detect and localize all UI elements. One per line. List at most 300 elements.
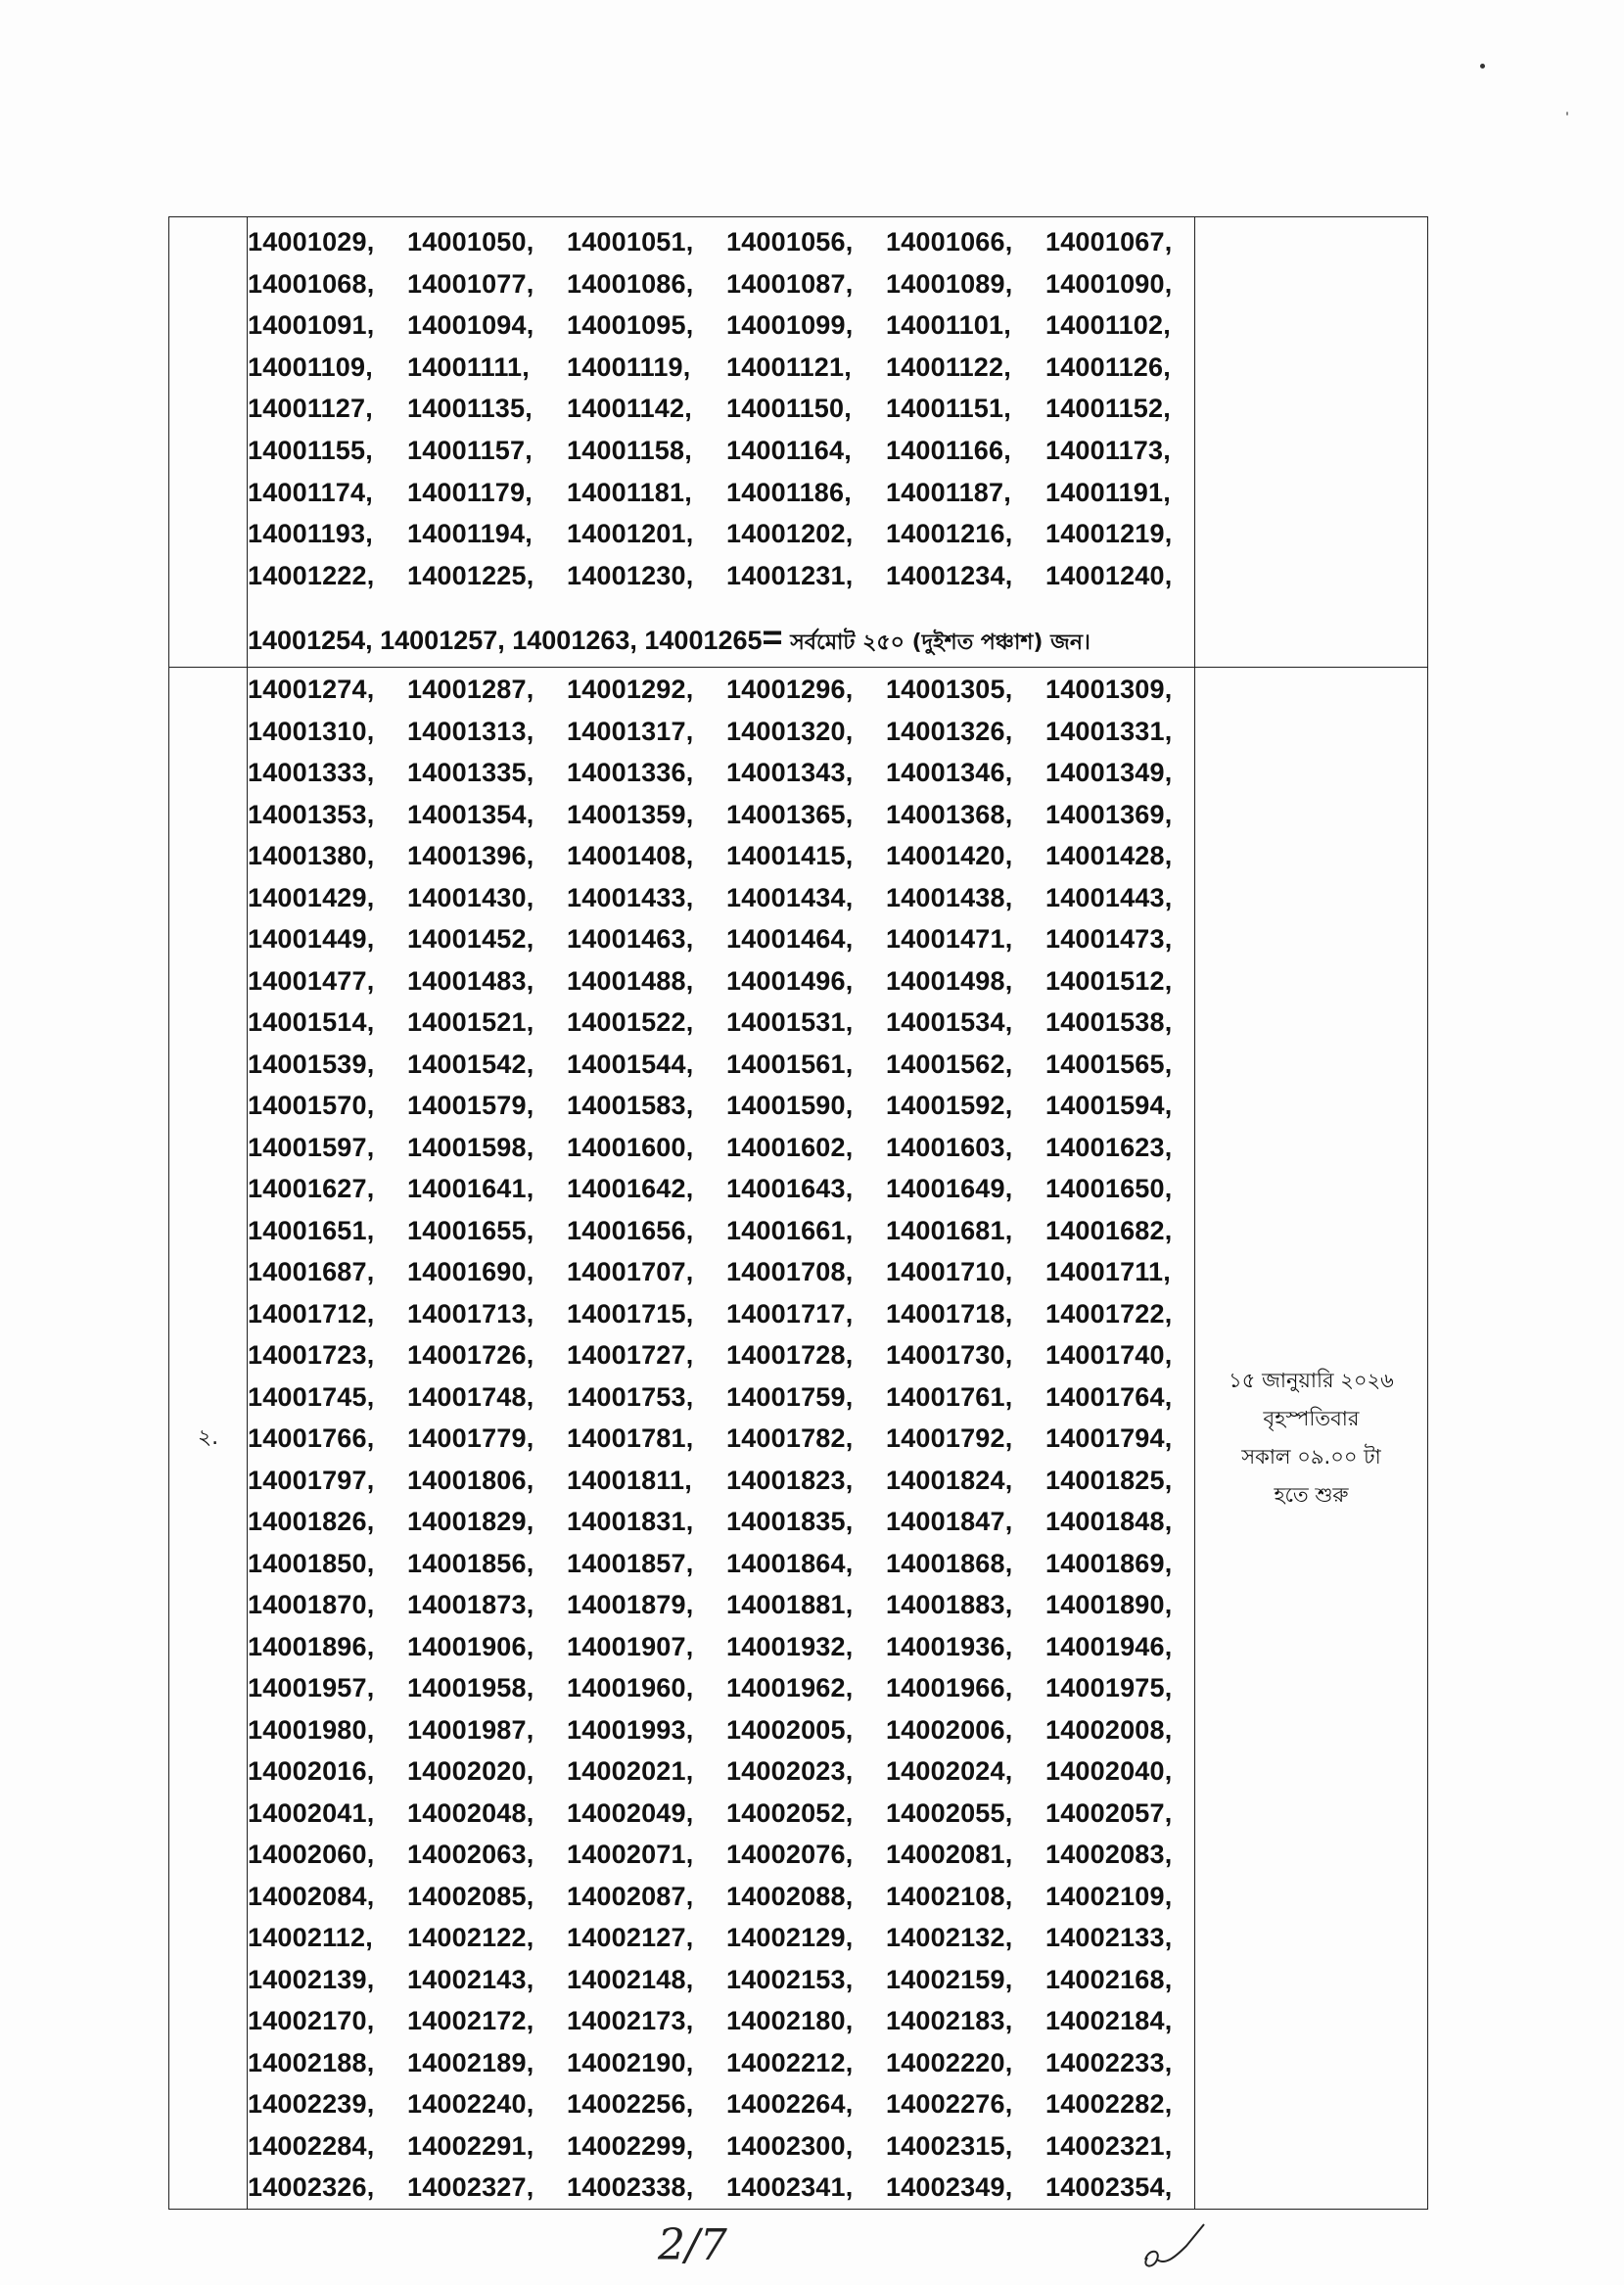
- roll-number: 14001514,: [248, 1007, 375, 1038]
- roll-number-row: [248, 1667, 1194, 1709]
- roll-number-row: [248, 221, 1194, 263]
- roll-number: 14001717,: [726, 1298, 854, 1329]
- roll-number: 14001592,: [886, 1091, 1013, 1121]
- roll-number: 14001792,: [886, 1423, 1013, 1454]
- roll-number: 14001782,: [726, 1423, 854, 1454]
- roll-number: 14002341,: [726, 2172, 854, 2203]
- roll-number-row: [248, 555, 1194, 597]
- roll-number-row: [248, 263, 1194, 305]
- roll-number: 14001824,: [886, 1465, 1013, 1495]
- roll-number: 14001745,: [248, 1381, 375, 1412]
- page-number: 2/7: [658, 2220, 727, 2270]
- roll-number: 14001173,: [1045, 435, 1171, 465]
- roll-number: 14002172,: [407, 2006, 534, 2036]
- roll-number: 14001623,: [1045, 1132, 1173, 1162]
- roll-number: 14002170,: [248, 2006, 375, 2036]
- roll-number: 14002180,: [726, 2006, 854, 2036]
- roll-number-row: [248, 2042, 1194, 2084]
- roll-number: 14002006,: [886, 1714, 1013, 1745]
- roll-number: 14001109,: [248, 351, 373, 382]
- roll-number: 14001643,: [726, 1174, 854, 1204]
- roll-number: 14001127,: [248, 394, 373, 424]
- roll-number: 14001336,: [567, 758, 694, 788]
- roll-number: 14001811,: [567, 1465, 692, 1495]
- roll-number: 14001087,: [726, 268, 854, 299]
- total-count-text: সর্বমোট ২৫০ (দুইশত পঞ্চাশ) জন।: [782, 630, 1090, 656]
- roll-number: 14001966,: [886, 1673, 1013, 1703]
- roll-number: 14002127,: [567, 1923, 694, 1953]
- roll-number-row: [248, 835, 1194, 877]
- roll-number: 14002048,: [407, 1797, 534, 1828]
- roll-number: 14001029,: [248, 227, 375, 256]
- roll-number: 14002055,: [886, 1797, 1013, 1828]
- roll-number: 14002212,: [726, 2047, 854, 2077]
- roll-number: 14001690,: [407, 1257, 534, 1287]
- roll-number: 14001975,: [1045, 1673, 1173, 1703]
- roll-number: 14002321,: [1045, 2130, 1173, 2161]
- roll-number: 14001135,: [407, 394, 533, 424]
- roll-number: 14001723,: [248, 1340, 375, 1371]
- roll-number-row: [248, 1834, 1194, 1876]
- roll-number: 14001627,: [248, 1174, 375, 1204]
- roll-number: 14002109,: [1045, 1881, 1173, 1911]
- roll-number: 14001655,: [407, 1215, 534, 1245]
- roll-number: 14001396,: [407, 841, 534, 871]
- roll-number: 14001317,: [567, 716, 694, 746]
- roll-numbers-cell: [248, 668, 1195, 2210]
- roll-number: 14001430,: [407, 882, 534, 912]
- roll-number: 14001561,: [726, 1049, 854, 1079]
- roll-number-row: [248, 877, 1194, 919]
- roll-number: 14001086,: [567, 268, 694, 299]
- roll-number: 14002023,: [726, 1756, 854, 1787]
- roll-number: 14002168,: [1045, 1964, 1173, 1994]
- roll-number: 14001151,: [886, 394, 1011, 424]
- roll-number: 14001193,: [248, 519, 373, 549]
- roll-number: 14001869,: [1045, 1548, 1173, 1578]
- roll-number: 14001766,: [248, 1423, 375, 1454]
- roll-number: 14001150,: [726, 394, 852, 424]
- roll-number: 14001483,: [407, 965, 534, 996]
- roll-number: 14001313,: [407, 716, 534, 746]
- roll-number: 14002087,: [567, 1881, 694, 1911]
- roll-number: 14001452,: [407, 924, 534, 955]
- roll-number: 14001856,: [407, 1548, 534, 1578]
- roll-number: 14001359,: [567, 799, 694, 829]
- roll-number: 14001826,: [248, 1507, 375, 1537]
- roll-numbers-cell: [248, 217, 1195, 668]
- roll-number: 14001870,: [248, 1590, 375, 1620]
- roll-number: 14002338,: [567, 2172, 694, 2203]
- roll-number: 14001164,: [726, 435, 852, 465]
- roll-number: 14001186,: [726, 477, 852, 507]
- roll-number: 14001089,: [886, 268, 1013, 299]
- roll-number: 14002190,: [567, 2047, 694, 2077]
- roll-number: 14001864,: [726, 1548, 854, 1578]
- roll-number: 14001443,: [1045, 882, 1173, 912]
- roll-number: 14001320,: [726, 716, 854, 746]
- roll-number: 14001570,: [248, 1091, 375, 1121]
- roll-number: 14001779,: [407, 1423, 534, 1454]
- roll-number: 14001781,: [567, 1423, 694, 1454]
- roll-number: 14001477,: [248, 965, 375, 996]
- roll-number: 14001101,: [886, 310, 1011, 341]
- roll-number: 14001879,: [567, 1590, 694, 1620]
- roll-number: 14001857,: [567, 1548, 694, 1578]
- roll-number: 14002041,: [248, 1797, 375, 1828]
- roll-number: 14001433,: [567, 882, 694, 912]
- total-line: [248, 596, 1194, 667]
- roll-number: 14001753,: [567, 1381, 694, 1412]
- roll-number: 14001957,: [248, 1673, 375, 1703]
- roll-number-list: [248, 217, 1194, 596]
- roll-number: 14001522,: [567, 1007, 694, 1038]
- roll-number: 14001122,: [886, 351, 1011, 382]
- roll-number: 14001201,: [567, 519, 694, 549]
- roll-number-row: [248, 388, 1194, 430]
- roll-number: 14002084,: [248, 1881, 375, 1911]
- roll-number: 14001562,: [886, 1049, 1013, 1079]
- roll-number: 14002063,: [407, 1840, 534, 1870]
- roll-number-row: [248, 1501, 1194, 1543]
- exam-date: ১৫ জানুয়ারি ২০২৬: [1229, 1369, 1394, 1393]
- roll-number: 14002148,: [567, 1964, 694, 1994]
- roll-number: 14001343,: [726, 758, 854, 788]
- roll-number: 14002083,: [1045, 1840, 1173, 1870]
- roll-number: 14001936,: [886, 1631, 1013, 1661]
- roll-number: 14001333,: [248, 758, 375, 788]
- roll-number-row: [248, 1460, 1194, 1502]
- roll-number: 14002276,: [886, 2089, 1013, 2120]
- roll-number: 14002159,: [886, 1964, 1013, 1994]
- roll-number: 14001835,: [726, 1507, 854, 1537]
- roll-number: 14001051,: [567, 227, 694, 256]
- roll-number: 14002256,: [567, 2089, 694, 2120]
- scan-speck: [1566, 112, 1568, 116]
- roll-number-row: [248, 1876, 1194, 1918]
- roll-number: 14001091,: [248, 310, 375, 341]
- roll-number: 14001331,: [1045, 716, 1173, 746]
- roll-number-row: [248, 1251, 1194, 1293]
- roll-number: 14001962,: [726, 1673, 854, 1703]
- roll-number: 14001726,: [407, 1340, 534, 1371]
- roll-number: 14001650,: [1045, 1174, 1173, 1204]
- roll-number: 14001296,: [726, 675, 854, 705]
- roll-number: 14001274,: [248, 675, 375, 705]
- roll-number-row: [248, 1085, 1194, 1127]
- roll-number: 14001946,: [1045, 1631, 1173, 1661]
- roll-number: 14001102,: [1045, 310, 1171, 341]
- roll-number-row: [248, 1709, 1194, 1751]
- roll-number: 14002183,: [886, 2006, 1013, 2036]
- roll-number: 14001066,: [886, 227, 1013, 256]
- roll-number: 14001152,: [1045, 394, 1171, 424]
- roll-number-row: [248, 1293, 1194, 1335]
- roll-number: 14001825,: [1045, 1465, 1173, 1495]
- roll-number: 14001590,: [726, 1091, 854, 1121]
- roll-number: 14001598,: [407, 1132, 534, 1162]
- roll-number: 14001759,: [726, 1381, 854, 1412]
- roll-number: 14002282,: [1045, 2089, 1173, 2120]
- roll-number-row: [248, 752, 1194, 794]
- roll-number: 14002108,: [886, 1881, 1013, 1911]
- roll-number: 14001850,: [248, 1548, 375, 1578]
- roll-number: 14001429,: [248, 882, 375, 912]
- roll-number: 14001722,: [1045, 1298, 1173, 1329]
- roll-number: 14001794,: [1045, 1423, 1173, 1454]
- roll-number: 14001408,: [567, 841, 694, 871]
- roll-number: 14001202,: [726, 519, 854, 549]
- roll-number: 14001641,: [407, 1174, 534, 1204]
- roll-number: 14002049,: [567, 1797, 694, 1828]
- roll-number: 14001094,: [407, 310, 534, 341]
- roll-number: 14001326,: [886, 716, 1013, 746]
- roll-number: 14001438,: [886, 882, 1013, 912]
- roll-number: 14002220,: [886, 2047, 1013, 2077]
- roll-number: 14002264,: [726, 2089, 854, 2120]
- roll-number: 14002173,: [567, 2006, 694, 2036]
- roll-number: 14002021,: [567, 1756, 694, 1787]
- roll-number: 14001179,: [407, 477, 533, 507]
- roll-number: 14001287,: [407, 675, 534, 705]
- roll-number: 14001194,: [407, 519, 533, 549]
- roll-number: 14001463,: [567, 924, 694, 955]
- roll-number: 14001764,: [1045, 1381, 1173, 1412]
- roll-number-row: [248, 1750, 1194, 1793]
- roll-number: 14001498,: [886, 965, 1013, 996]
- roll-number: 14001806,: [407, 1465, 534, 1495]
- roll-number: 14001958,: [407, 1673, 534, 1703]
- equals-sign: =: [762, 617, 783, 658]
- roll-number: 14002085,: [407, 1881, 534, 1911]
- roll-number: 14002239,: [248, 2089, 375, 2120]
- roll-number: 14002354,: [1045, 2172, 1173, 2203]
- roll-number-row: [248, 1584, 1194, 1626]
- roll-number: 14001797,: [248, 1465, 375, 1495]
- roll-number: 14001050,: [407, 227, 534, 256]
- roll-number: 14001166,: [886, 435, 1011, 465]
- schedule-cell: [1195, 668, 1428, 2210]
- roll-number: 14002184,: [1045, 2006, 1173, 2036]
- roll-number: 14002299,: [567, 2130, 694, 2161]
- roll-number: 14001365,: [726, 799, 854, 829]
- roll-number: 14002233,: [1045, 2047, 1173, 2077]
- schedule-table: [168, 216, 1428, 2210]
- roll-number-row: [248, 2125, 1194, 2168]
- exam-weekday: বৃহস্পতিবার: [1263, 1407, 1360, 1431]
- roll-number: 14002327,: [407, 2172, 534, 2203]
- roll-number: 14001868,: [886, 1548, 1013, 1578]
- roll-number: 14001187,: [886, 477, 1011, 507]
- roll-number-row: [248, 1002, 1194, 1044]
- roll-number: 14001932,: [726, 1631, 854, 1661]
- roll-number: 14001119,: [567, 351, 691, 382]
- roll-number-row: [248, 669, 1194, 711]
- roll-number: 14001346,: [886, 758, 1013, 788]
- roll-number: 14001829,: [407, 1507, 534, 1537]
- roll-number: 14001240,: [1045, 560, 1173, 590]
- roll-number: 14001464,: [726, 924, 854, 955]
- roll-number: 14001881,: [726, 1590, 854, 1620]
- roll-number: 14002153,: [726, 1964, 854, 1994]
- roll-number: 14001600,: [567, 1132, 694, 1162]
- roll-number: 14002024,: [886, 1756, 1013, 1787]
- roll-number: 14001090,: [1045, 268, 1173, 299]
- roll-number: 14002081,: [886, 1840, 1013, 1870]
- roll-number-row: [248, 1543, 1194, 1585]
- roll-number-row: [248, 2000, 1194, 2042]
- roll-number: 14001583,: [567, 1091, 694, 1121]
- roll-number: 14002291,: [407, 2130, 534, 2161]
- roll-number-row: [248, 304, 1194, 347]
- roll-number: 14001602,: [726, 1132, 854, 1162]
- roll-number: 14001710,: [886, 1257, 1013, 1287]
- roll-number: 14002284,: [248, 2130, 375, 2161]
- roll-number-row: [248, 2083, 1194, 2125]
- roll-number-row: [248, 2167, 1194, 2209]
- roll-number: 14001473,: [1045, 924, 1173, 955]
- roll-number: 14002016,: [248, 1756, 375, 1787]
- roll-number: 14001353,: [248, 799, 375, 829]
- roll-number: 14001068,: [248, 268, 375, 299]
- roll-number-list: [248, 669, 1194, 2209]
- roll-number: 14001544,: [567, 1049, 694, 1079]
- roll-number: 14001512,: [1045, 965, 1173, 996]
- roll-number: 14001222,: [248, 560, 375, 590]
- roll-number-row: [248, 1127, 1194, 1169]
- roll-number: 14001534,: [886, 1007, 1013, 1038]
- roll-number: 14001531,: [726, 1007, 854, 1038]
- roll-number: 14001594,: [1045, 1091, 1173, 1121]
- scan-speck: [1480, 64, 1485, 69]
- roll-number: 14002349,: [886, 2172, 1013, 2203]
- roll-number-row: [248, 1334, 1194, 1376]
- roll-number: 14001121,: [726, 351, 852, 382]
- roll-number-row: [248, 1793, 1194, 1835]
- roll-number: 14002122,: [407, 1923, 534, 1953]
- roll-number: 14001682,: [1045, 1215, 1173, 1245]
- roll-number: 14001155,: [248, 435, 373, 465]
- roll-number: 14002189,: [407, 2047, 534, 2077]
- roll-number: 14002132,: [886, 1923, 1013, 1953]
- roll-number: 14001111,: [407, 351, 530, 382]
- roll-number: 14001521,: [407, 1007, 534, 1038]
- roll-number-row: [248, 1917, 1194, 1959]
- roll-number: 14002315,: [886, 2130, 1013, 2161]
- roll-number: 14001095,: [567, 310, 694, 341]
- table-row: [169, 217, 1428, 668]
- serial-cell: [169, 217, 248, 668]
- roll-number: 14001310,: [248, 716, 375, 746]
- roll-number: 14001603,: [886, 1132, 1013, 1162]
- initials-signature: [1136, 2220, 1243, 2279]
- roll-number-row: [248, 513, 1194, 555]
- roll-number: 14001415,: [726, 841, 854, 871]
- roll-number-row: [248, 1376, 1194, 1419]
- roll-number: 14001579,: [407, 1091, 534, 1121]
- roll-number: 14002240,: [407, 2089, 534, 2120]
- roll-number: 14001883,: [886, 1590, 1013, 1620]
- roll-number: 14001728,: [726, 1340, 854, 1371]
- roll-number: 14001449,: [248, 924, 375, 955]
- roll-number: 14001099,: [726, 310, 854, 341]
- roll-number: 14001488,: [567, 965, 694, 996]
- roll-number: 14001174,: [248, 477, 373, 507]
- roll-number: 14001847,: [886, 1507, 1013, 1537]
- roll-number: 14001305,: [886, 675, 1013, 705]
- serial-cell: ২.: [169, 668, 248, 2210]
- roll-number: 14002008,: [1045, 1714, 1173, 1745]
- roll-number-row: [248, 1044, 1194, 1086]
- roll-number: 14002005,: [726, 1714, 854, 1745]
- roll-number: 14001727,: [567, 1340, 694, 1371]
- roll-number: 14001712,: [248, 1298, 375, 1329]
- roll-number: 14002088,: [726, 1881, 854, 1911]
- roll-number: 14001158,: [567, 435, 692, 465]
- roll-number-row: [248, 960, 1194, 1003]
- roll-number: 14001715,: [567, 1298, 694, 1329]
- roll-number: 14002112,: [248, 1923, 373, 1953]
- roll-number: 14001748,: [407, 1381, 534, 1412]
- exam-start-note: হতে শুরু: [1274, 1483, 1349, 1508]
- roll-number-row: [248, 1959, 1194, 2001]
- roll-number: 14001309,: [1045, 675, 1173, 705]
- roll-number: 14002020,: [407, 1756, 534, 1787]
- roll-number-row: [248, 472, 1194, 514]
- roll-number: 14001707,: [567, 1257, 694, 1287]
- roll-number: 14002071,: [567, 1840, 694, 1870]
- roll-number: 14001539,: [248, 1049, 375, 1079]
- roll-number: 14001142,: [567, 394, 692, 424]
- roll-number: 14001980,: [248, 1714, 375, 1745]
- roll-number: 14001369,: [1045, 799, 1173, 829]
- schedule-cell: [1195, 217, 1428, 668]
- roll-number: 14001126,: [1045, 351, 1171, 382]
- roll-number: 14001191,: [1045, 477, 1171, 507]
- roll-number: 14001730,: [886, 1340, 1013, 1371]
- roll-number: 14001761,: [886, 1381, 1013, 1412]
- total-last-ids: 14001254, 14001257, 14001263, 14001265: [248, 626, 763, 656]
- roll-number-row: [248, 430, 1194, 472]
- roll-number: 14001993,: [567, 1714, 694, 1745]
- roll-number: 14001873,: [407, 1590, 534, 1620]
- roll-number-row: [248, 711, 1194, 753]
- roll-number: 14002052,: [726, 1797, 854, 1828]
- roll-number: 14001907,: [567, 1631, 694, 1661]
- roll-number: 14001896,: [248, 1631, 375, 1661]
- roll-number: 14001890,: [1045, 1590, 1173, 1620]
- roll-number-row: [248, 347, 1194, 389]
- roll-number: 14001434,: [726, 882, 854, 912]
- roll-number: 14001651,: [248, 1215, 375, 1245]
- roll-number: 14001708,: [726, 1257, 854, 1287]
- roll-number: 14002040,: [1045, 1756, 1173, 1787]
- roll-number: 14001542,: [407, 1049, 534, 1079]
- roll-number: 14001380,: [248, 841, 375, 871]
- roll-number: 14001823,: [726, 1465, 854, 1495]
- roll-number: 14002326,: [248, 2172, 375, 2203]
- roll-number: 14001687,: [248, 1257, 375, 1287]
- roll-number: 14001656,: [567, 1215, 694, 1245]
- roll-number: 14001496,: [726, 965, 854, 996]
- roll-number: 14001157,: [407, 435, 533, 465]
- roll-number-row: [248, 1210, 1194, 1252]
- roll-number: 14001420,: [886, 841, 1013, 871]
- roll-number: 14002057,: [1045, 1797, 1173, 1828]
- roll-number: 14001960,: [567, 1673, 694, 1703]
- roll-number: 14001354,: [407, 799, 534, 829]
- roll-number: 14001538,: [1045, 1007, 1173, 1038]
